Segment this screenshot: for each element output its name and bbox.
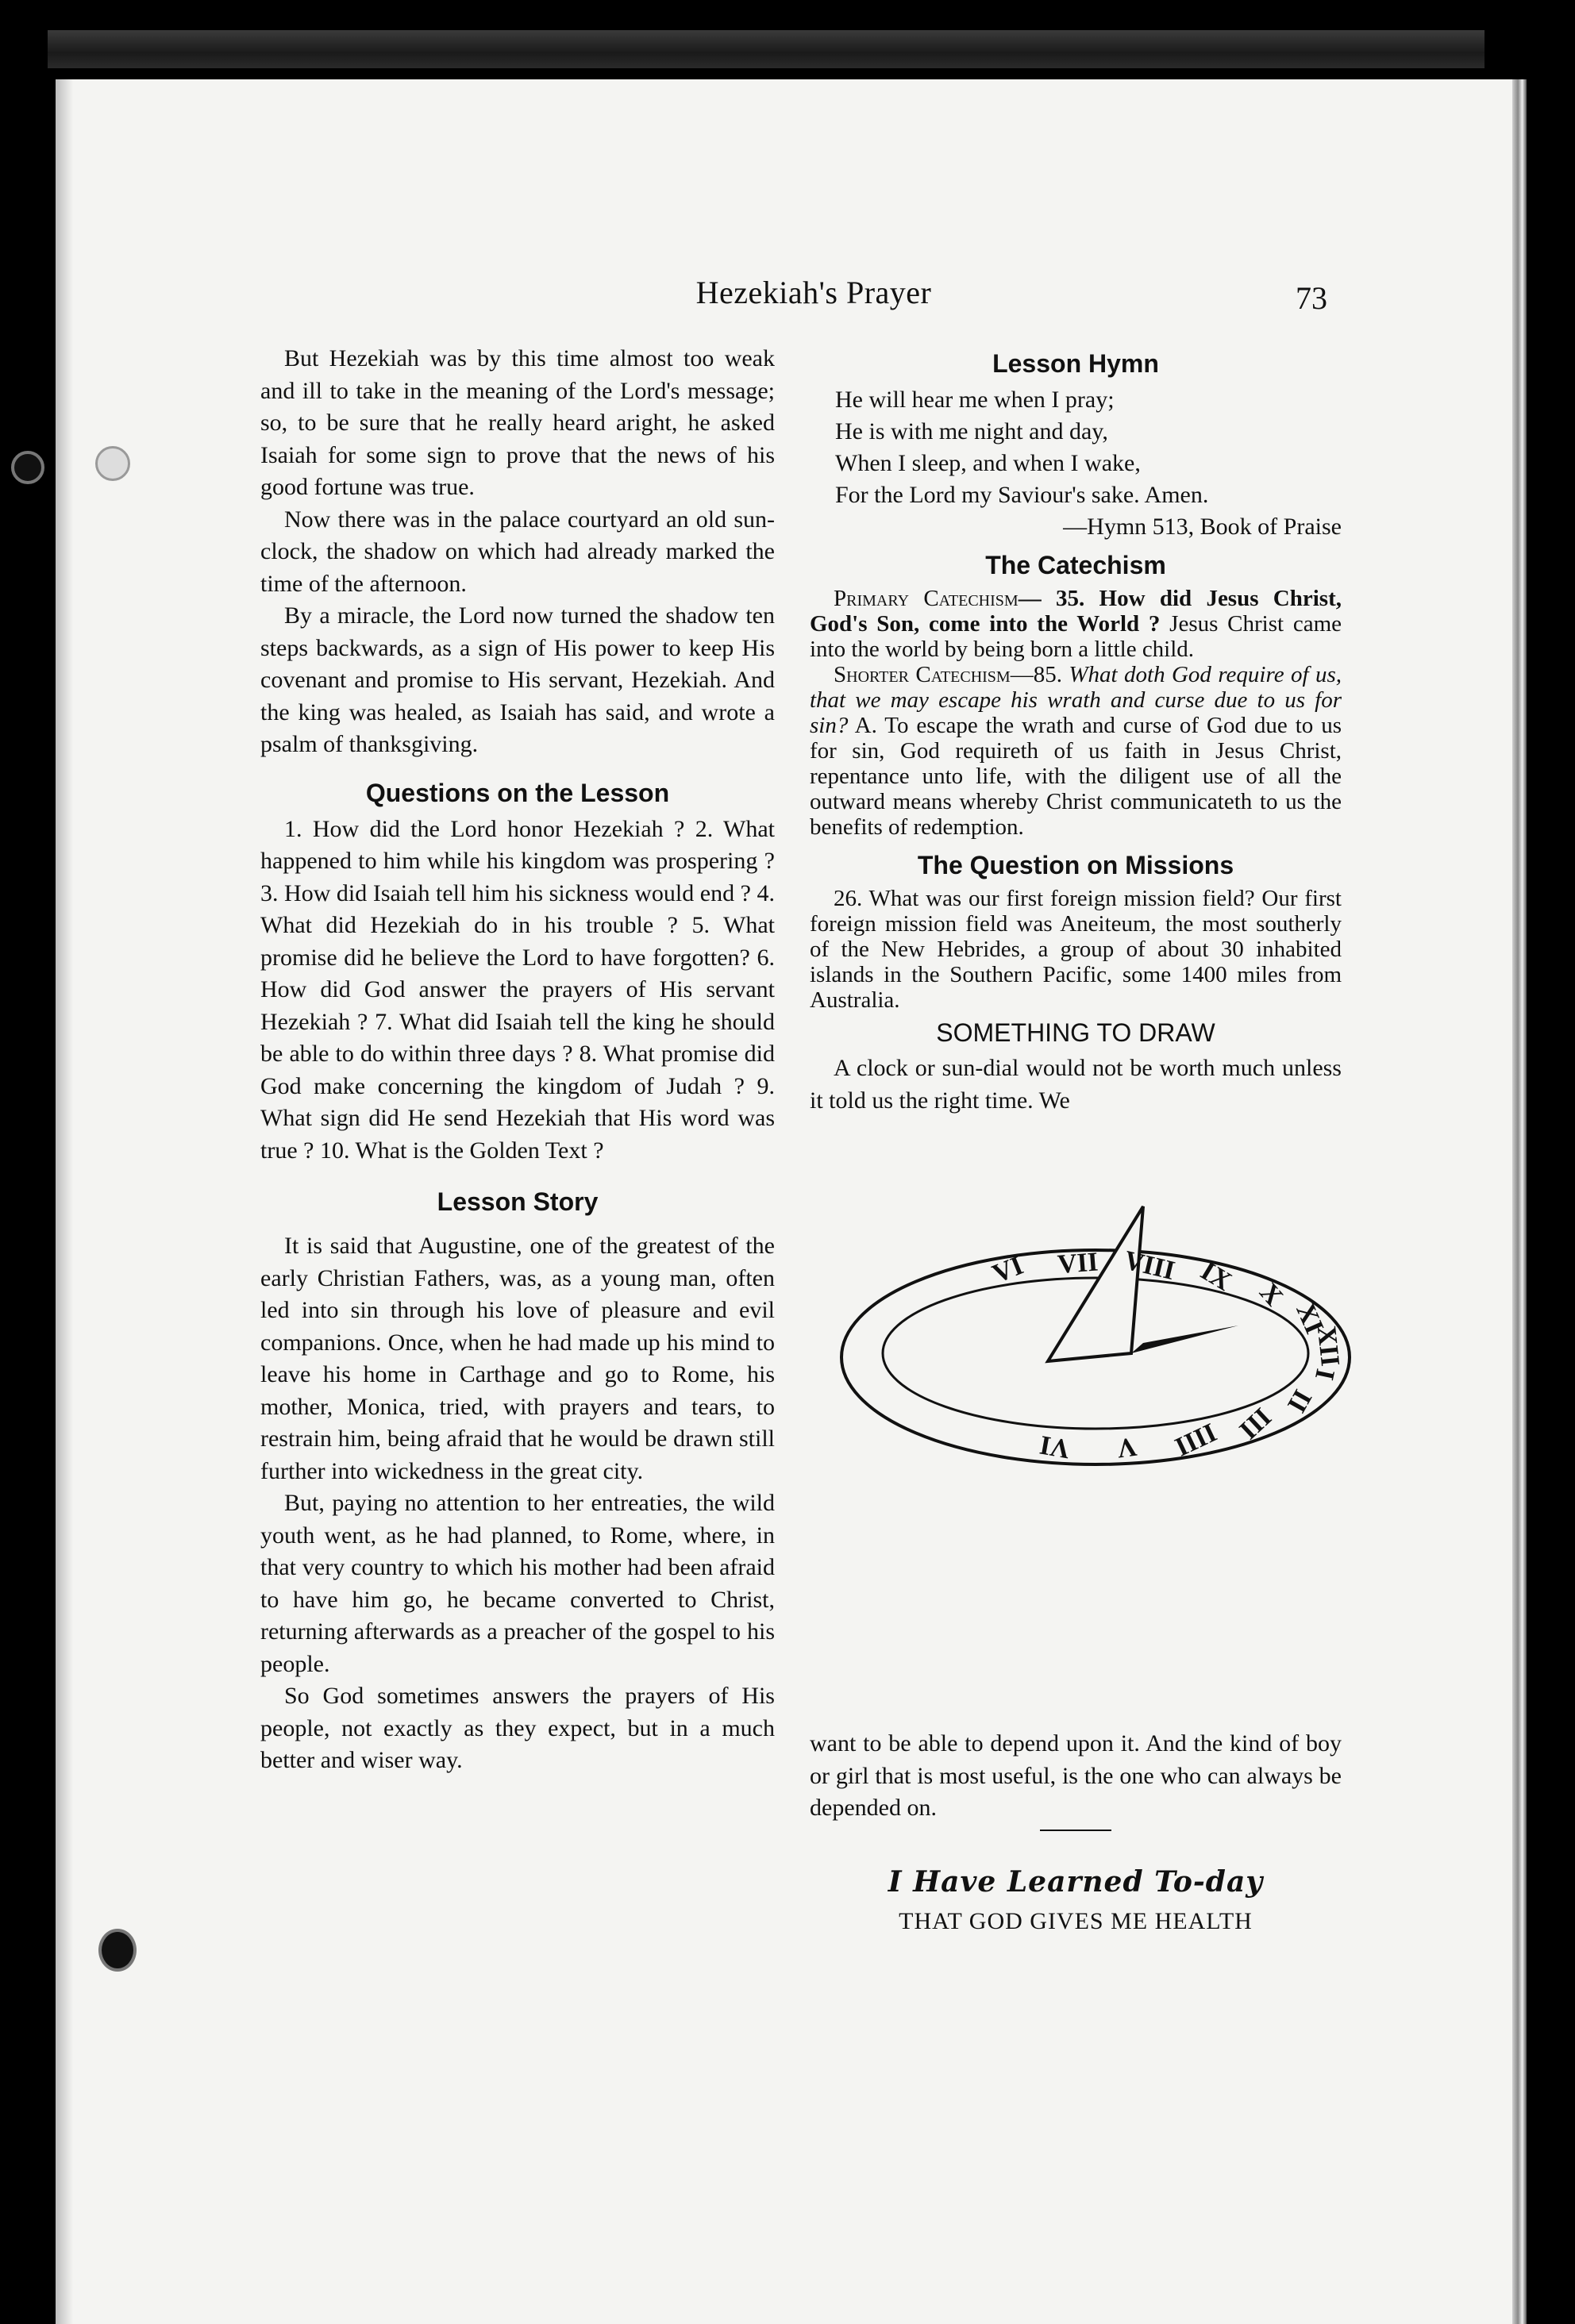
shorter-catechism — [810, 662, 1342, 840]
learned-heading: I Have Learned To-day — [888, 1864, 1264, 1899]
learned-text: THAT GOD GIVES ME HEALTH — [899, 1908, 1253, 1934]
sundial-numeral: II — [1281, 1384, 1318, 1418]
gnomon-shadow — [1131, 1326, 1238, 1353]
primary-catechism-question: — 35. How did Jesus Christ, God's Son, come into the World ? — [810, 586, 1342, 637]
intro-paragraph: But Hezekiah was by this time almost too weak and ill to take in the meaning of the Lord's message; so, to be sure that he really heard aright, he asked Isaiah for some sign to prove that the news of his good fortune was true. — [260, 345, 775, 500]
page-left-shadow — [56, 79, 73, 2324]
intro-paragraph: Now there was in the palace courtyard an old sun-clock, the shadow on which had already marked the time of the afternoon. — [260, 506, 775, 597]
hymn-source: —Hymn 513, Book of Praise — [1063, 514, 1342, 540]
draw-text: A clock or sun-dial would not be worth much unless it told us the right time. We — [810, 1055, 1342, 1114]
shorter-catechism-label: Shorter Catechism — [834, 662, 1011, 687]
binder-hole-upper-left — [11, 451, 44, 484]
sundial-numeral: VII — [1056, 1247, 1099, 1280]
draw-heading: SOMETHING TO DRAW — [936, 1018, 1215, 1047]
sundial-numeral: IX — [1196, 1256, 1237, 1297]
shorter-catechism-question: What doth God require of us, that we may escape his wrath and curse due to us for sin? — [810, 662, 1342, 738]
catechism-heading: The Catechism — [985, 551, 1166, 579]
primary-catechism-answer: Jesus Christ came into the world by being born a little child. — [810, 611, 1342, 662]
left-column — [260, 343, 775, 1777]
sundial-numeral: XII — [1311, 1324, 1345, 1368]
sundial-numeral: VI — [988, 1250, 1028, 1290]
missions-text: 26. What was our first foreign mission field? Our first foreign mission field was Aneiteum, the most southerly of the New Hebrides, a group of about 30 inhabited islands in the Southern Pacific, some 1400 miles from Australia. — [810, 886, 1342, 1013]
binder-top-strip — [48, 30, 1485, 68]
sundial-numeral: III — [1233, 1402, 1277, 1445]
missions-heading: The Question on Missions — [917, 851, 1234, 879]
sundial-gnomon — [1048, 1206, 1143, 1361]
hymn-line: When I sleep, and when I wake, — [835, 450, 1141, 476]
story-paragraph: But, paying no attention to her entreaties, the wild youth went, as he had planned, to Rome, where, in that very country to which his mother had been afraid to have him go, he became converted to Christ, returning afterwards as a preacher of the gospel to his people. — [260, 1490, 775, 1677]
shorter-catechism-number: —85. — [1010, 662, 1062, 687]
page-number: 73 — [1296, 280, 1327, 316]
divider-rule — [1040, 1830, 1111, 1831]
primary-catechism — [810, 586, 1342, 662]
hymn — [810, 384, 1342, 543]
sundial-numeral: I — [1308, 1366, 1340, 1383]
page-right-edge — [1512, 79, 1527, 2324]
hymn-line: He will hear me when I pray; — [835, 387, 1115, 413]
story-paragraph: It is said that Augustine, one of the greatest of the early Christian Fathers, was, as a young man, often led into sin through his love of pleasure and evil companions. Once, when he had made up his mind to leave his home in Carthage and go to Rome, his mother, Monica, tried, with prayers and tears, to restrain him, being afraid that he would be drawn still further into wickedness in the great city. — [260, 1233, 775, 1484]
right-column — [810, 341, 1342, 1938]
sundial-numeral: VIII — [1121, 1245, 1178, 1287]
intro-paragraph: By a miracle, the Lord now turned the shadow ten steps backwards, as a sign of His power to keep His covenant and promise to His servant, Hezekiah. And the king was healed, as Isaiah has said, and wrote a psalm of thanksgiving. — [260, 602, 775, 757]
sundial-numeral: IIII — [1170, 1417, 1221, 1462]
questions-heading: Questions on the Lesson — [365, 778, 670, 807]
hymn-line: He is with me night and day, — [835, 418, 1108, 444]
shorter-catechism-answer: A. To escape the wrath and curse of God due to us for sin, God requireth of us faith in Jesus Christ, repentance unto life, with the diligent use of all the outward means whereby Christ communicateth to us the benefits of redemption. — [810, 713, 1342, 840]
running-head: Hezekiah's Prayer — [695, 275, 932, 310]
sundial-numeral: XI — [1290, 1299, 1330, 1338]
hymn-line: For the Lord my Saviour's sake. Amen. — [835, 482, 1209, 508]
binder-hole-upper — [95, 446, 130, 481]
hymn-heading: Lesson Hymn — [992, 349, 1159, 378]
primary-catechism-label: Primary Catechism — [834, 586, 1019, 611]
story-heading: Lesson Story — [437, 1187, 599, 1216]
story-paragraph: So God sometimes answers the prayers of His people, not exactly as they expect, but in a much better and wiser way. — [260, 1683, 775, 1773]
sundial-illustration — [818, 1199, 1357, 1500]
sundial-numeral: X — [1253, 1277, 1289, 1312]
sundial-numeral: VI — [1038, 1429, 1072, 1464]
questions-text: 1. How did the Lord honor Hezekiah ? 2. What happened to him while his kingdom was prospering ? 3. How did Isaiah tell him his sickness would end ? 4. What did Hezekiah do in his trouble ? 5. What promise did he believe the Lord to have forgotten? 6. How did God answer the prayers of His servant Hezekiah ? 7. What did Isaiah tell the king he should be able to do within three days ? 8. What promise did God make concerning the kingdom of Judah ? 9. What sign did He send Hezekiah that His word was true ? 10. What is the Golden Text ? — [260, 815, 775, 1164]
sundial-numeral: V — [1115, 1431, 1138, 1464]
binder-hole-lower — [98, 1929, 137, 1972]
draw-text-continued: want to be able to depend upon it. And the kind of boy or girl that is most useful, is the one who can always be depended on. — [810, 1730, 1342, 1821]
